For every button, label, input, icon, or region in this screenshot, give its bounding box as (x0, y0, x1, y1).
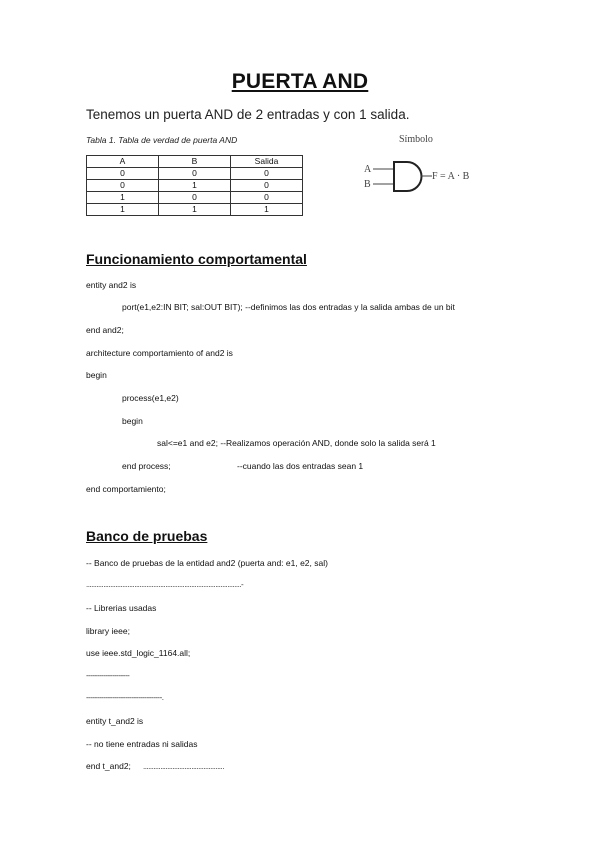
code-separator: -----------------------------------. (86, 693, 164, 702)
code-separator: -------------------- (86, 671, 130, 680)
code-line: end and2; (86, 325, 124, 335)
section-heading-behavioral: Funcionamiento comportamental (86, 251, 307, 267)
table-cell: 0 (231, 168, 303, 180)
code-line: sal<=e1 and e2; --Realizamos operación AND, donde solo la salida será 1 (157, 438, 436, 448)
table-cell: 0 (87, 180, 159, 192)
table-cell: 0 (231, 192, 303, 204)
gate-input-b-label: B (364, 179, 371, 190)
table-cell: 0 (231, 180, 303, 192)
table-cell: 1 (87, 204, 159, 216)
code-line: end process; (122, 461, 171, 471)
and-gate-symbol (362, 158, 492, 198)
code-comment: --cuando las dos entradas sean 1 (237, 461, 364, 471)
header-cell: B (159, 156, 231, 168)
table-header-row (87, 156, 303, 168)
code-line: begin (86, 370, 107, 380)
code-line: entity t_and2 is (86, 716, 144, 726)
intro-text: Tenemos un puerta AND de 2 entradas y con 1 salida. (86, 107, 410, 122)
code-line: library ieee; (86, 626, 130, 636)
table-cell: 1 (231, 204, 303, 216)
table-cell: 1 (159, 180, 231, 192)
gate-input-a-label: A (364, 164, 372, 175)
table-caption: Tabla 1. Tabla de verdad de puerta AND (86, 135, 238, 145)
code-line: port(e1,e2:IN BIT; sal:OUT BIT); --definimos las dos entradas y la salida ambas de un bit (122, 302, 455, 312)
code-line: -- Banco de pruebas de la entidad and2 (puerta and: e1, e2, sal) (86, 558, 328, 568)
page-title: PUERTA AND (231, 70, 369, 93)
table-row (87, 168, 303, 180)
table-cell: 0 (87, 168, 159, 180)
code-line: architecture comportamiento of and2 is (86, 348, 233, 358)
code-line: begin (122, 416, 143, 426)
table-row (87, 192, 303, 204)
table-cell: 1 (159, 204, 231, 216)
header-cell: Salida (231, 156, 303, 168)
table-cell: 0 (159, 192, 231, 204)
gate-body (394, 162, 421, 191)
header-cell: A (87, 156, 159, 168)
truth-table (86, 155, 303, 216)
code-line: -- Librerias usadas (86, 603, 157, 613)
table-row (87, 180, 303, 192)
table-cell: 1 (87, 192, 159, 204)
table-row (87, 204, 303, 216)
section-heading-testbench: Banco de pruebas (86, 528, 208, 544)
code-separator: ............................................... (143, 762, 224, 771)
code-separator: ..........................................................................................- (86, 580, 244, 589)
gate-output-label: F = A · B (432, 171, 470, 182)
table-cell: 0 (159, 168, 231, 180)
code-line: entity and2 is (86, 280, 137, 290)
code-line: end comportamiento; (86, 484, 166, 494)
symbol-label: Símbolo (399, 134, 433, 145)
code-line: process(e1,e2) (122, 393, 179, 403)
code-line: use ieee.std_logic_1164.all; (86, 648, 191, 658)
code-line: end t_and2; (86, 761, 131, 771)
code-line: -- no tiene entradas ni salidas (86, 739, 198, 749)
